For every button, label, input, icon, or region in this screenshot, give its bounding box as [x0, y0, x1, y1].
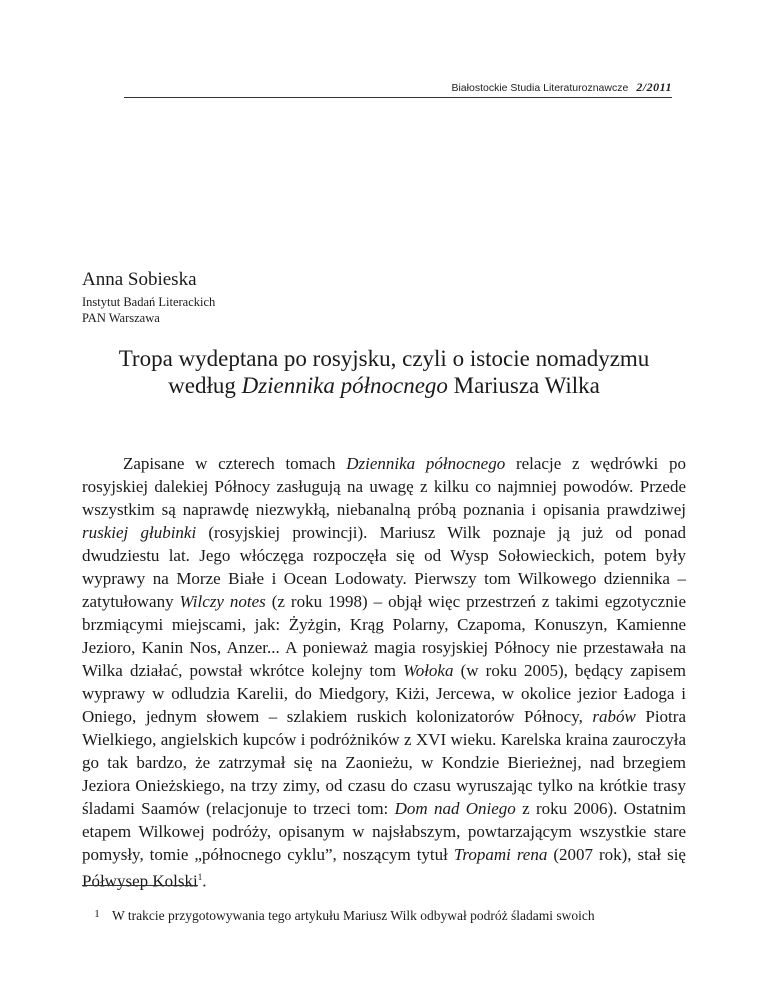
italic-run: rabów: [592, 707, 636, 726]
footnote-reference[interactable]: 1: [197, 872, 203, 882]
text-run: .: [202, 871, 207, 891]
text-run: relacje z wędrówki po rosyjskiej dalekiej Północy zasługują na uwagę z kilku co najmniej powodów. Przede wszystkim są naprawdę niezwykłą, niebanalną próbą poznania i opisania prawdziwej: [82, 454, 686, 519]
title-italic: Dziennika północnego: [241, 373, 448, 398]
text-run: z roku 2006). Ostatnim etapem Wilkowej podróży, opisanym w najsłabszym, powtarzającym wszystkie stare pomysły, tomie „północnego cyklu”, noszącym tytuł: [82, 799, 686, 864]
title-part2: Mariusza Wilka: [447, 373, 600, 398]
text-run: (2007 rok), stał się Półwysep Kolski: [82, 845, 686, 891]
italic-run: Dziennika północnego: [346, 454, 506, 473]
journal-name: Białostockie Studia Literaturoznawcze: [451, 82, 629, 94]
italic-run: Wilczy notes: [179, 592, 266, 611]
footnote-text: W trakcie przygotowywania tego artykułu Mariusz Wilk odbywał podróż śladami swoich: [112, 908, 595, 923]
title-part1: Tropa wydeptana po rosyjsku, czyli o istocie nomadyzmu według: [118, 346, 650, 398]
footnote-rule: [82, 885, 198, 886]
text-run: (rosyjskiej prowincji). Mariusz Wilk poznaje ją już od ponad dwudziestu lat. Jego włóczęga rozpoczęła się od Wysp Sołowieckich, potem były wyprawy na Morze Białe i Ocean Lodowaty. Pierwszy tom Wilkowego dziennika – zatytułowany: [82, 523, 686, 611]
affiliation-city: PAN Warszawa: [82, 311, 160, 325]
text-run: (z roku 1998) – objął więc przestrzeń z takimi egzotycznie brzmiącymi miejscami, jak: Żyżgin, Krąg Polarny, Czapoma, Konuszyn, Kamienne Jezioro, Kanin Nos, Anzer... A ponieważ magia rosyjskiej Północy nie przestawała na Wilka działać, powstał wkrótce kolejny tom: [82, 592, 686, 680]
author-name: Anna Sobieska: [82, 269, 197, 290]
author-block: [82, 269, 215, 326]
header-rule: [124, 97, 672, 98]
italic-run: Dom nad Oniego: [394, 799, 516, 818]
italic-run: ruskiej głubinki: [82, 523, 197, 542]
footnote: [82, 906, 686, 924]
text-run: Zapisane w czterech tomach: [123, 454, 347, 473]
affiliation-institute: Instytut Badań Literackich: [82, 295, 216, 309]
text-run: Piotra Wielkiego, angielskich kupców i podróżników z XVI wieku. Karelska kraina zauroczyła go tak bardzo, że zatrzymał się na Zaonieżu, w Kondzie Bierieżnej, nad brzegiem Jeziora Onieżskiego, na trzy zimy, od czasu do czasu wyruszając tylko na krótkie trasy śladami Saamów (relacjonuje to trzeci tom:: [82, 707, 686, 818]
issue-number: 2/2011: [636, 80, 672, 94]
italic-run: Tropami rena: [453, 845, 548, 864]
footnote-number: 1: [94, 908, 100, 920]
body-paragraph: [82, 452, 686, 893]
running-header: [451, 80, 672, 95]
text-run: (w roku 2005), będący zapisem wyprawy w odludzia Karelii, do Miedgory, Kiżi, Jercewa, w okolice jezior Ładoga i Oniego, jednym słowem – szlakiem ruskich kolonizatorów Północy,: [82, 661, 686, 726]
italic-run: Wołoka: [403, 661, 454, 680]
article-title: [82, 345, 686, 399]
